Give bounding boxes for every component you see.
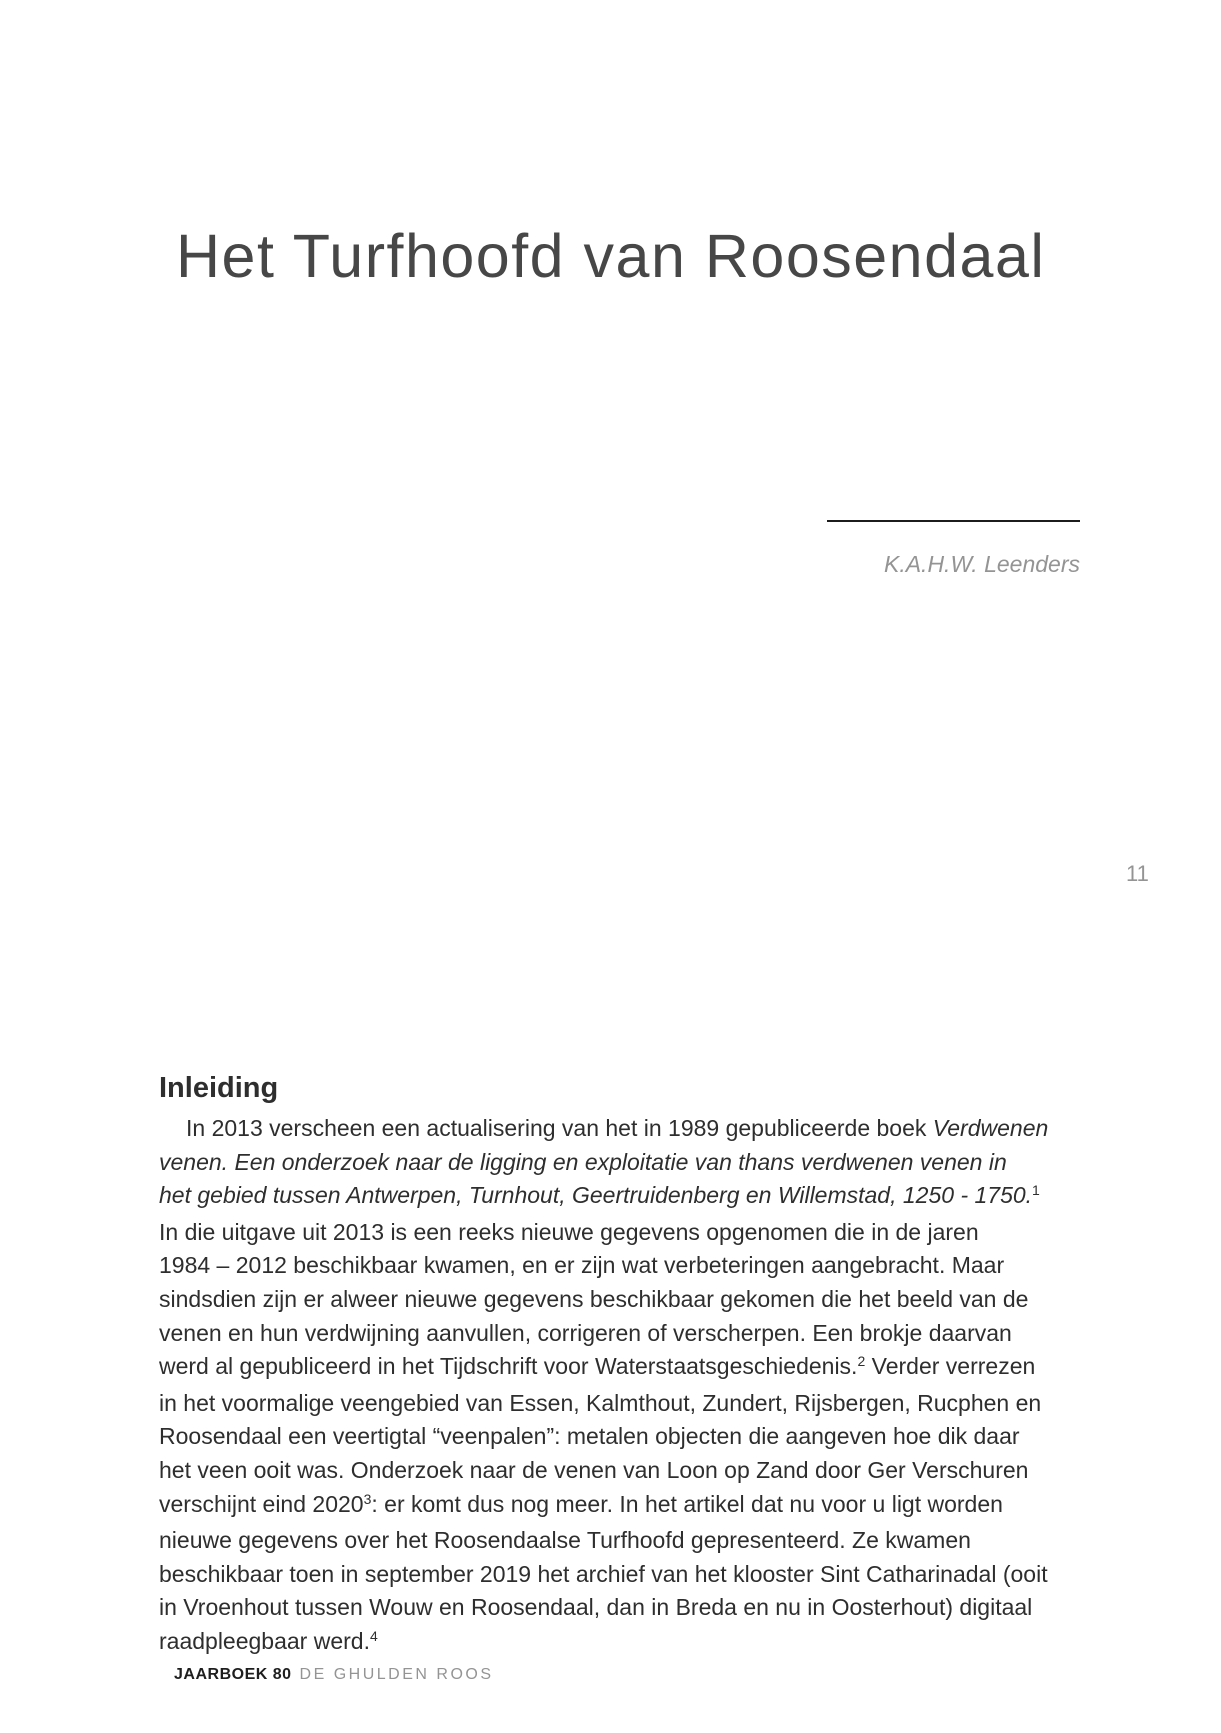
text-run: Verdwenen — [932, 1115, 1049, 1141]
text-run: in Vroenhout tussen Wouw en Roosendaal, dan in Breda en nu in Oosterhout) digitaal — [159, 1594, 1033, 1621]
text-run: nieuwe gegevens over het Roosendaalse Turfhoofd gepresenteerd. Ze kwamen — [159, 1527, 971, 1554]
text-run: Verder verrezen — [865, 1353, 1036, 1380]
paragraph-line — [159, 1216, 1099, 1250]
footnote-marker: 4 — [369, 1627, 378, 1644]
text-run: Roosendaal een veertigtal “veenpalen”: metalen objecten die aangeven hoe dik daar — [159, 1423, 1020, 1450]
text-run: sindsdien zijn er alweer nieuwe gegevens beschikbaar gekomen die het beeld van de — [159, 1285, 1029, 1312]
paragraph-line — [159, 1249, 1099, 1283]
paragraph-line — [159, 1146, 1099, 1180]
paragraph-line — [159, 1488, 1099, 1525]
footer — [174, 1666, 494, 1684]
footnote-marker: 2 — [857, 1353, 866, 1370]
paragraph-line — [159, 1387, 1099, 1421]
paragraph-line — [159, 1591, 1099, 1625]
text-run: : er komt dus nog meer. In het artikel dat nu voor u ligt worden — [371, 1490, 1003, 1517]
paragraph-line — [159, 1420, 1099, 1454]
paragraph-line — [159, 1558, 1099, 1592]
footer-journal-label: JAARBOEK 80 — [174, 1666, 292, 1683]
text-run: 1984 – 2012 beschikbaar kwamen, en er zijn wat verbeteringen aangebracht. Maar — [159, 1252, 1005, 1279]
text-run: raadpleegbaar werd. — [159, 1627, 370, 1654]
page-number: 11 — [1126, 861, 1149, 886]
paragraph-line — [159, 1179, 1099, 1216]
footnote-marker: 1 — [1032, 1182, 1040, 1199]
paragraph-line — [159, 1524, 1099, 1558]
text-run: venen. Een onderzoek naar de ligging en exploitatie van thans verdwenen venen in — [159, 1148, 1007, 1175]
body-paragraph — [159, 1112, 1099, 1662]
text-run: beschikbaar toen in september 2019 het archief van het klooster Sint Catharinadal (ooit — [159, 1560, 1048, 1587]
section-heading: Inleiding — [159, 1072, 279, 1105]
text-run: het gebied tussen Antwerpen, Turnhout, Geertruidenberg en Willemstad, 1250 - 1750. — [159, 1182, 1033, 1209]
author-byline: K.A.H.W. Leenders — [883, 551, 1080, 577]
text-run: In 2013 verscheen een actualisering van het in 1989 gepubliceerde boek — [186, 1115, 933, 1141]
author-divider-rule — [827, 520, 1080, 522]
footer-series-label: DE GHULDEN ROOS — [299, 1666, 494, 1683]
paragraph-line — [159, 1625, 1099, 1662]
paragraph-line — [159, 1350, 1099, 1387]
paragraph-line — [159, 1283, 1099, 1317]
text-run: in het voormalige veengebied van Essen, Kalmthout, Zundert, Rijsbergen, Rucphen en — [159, 1389, 1042, 1416]
text-run: verschijnt eind 2020 — [159, 1490, 364, 1517]
text-run: het veen ooit was. Onderzoek naar de venen van Loon op Zand door Ger Verschuren — [159, 1456, 1029, 1483]
footnote-marker: 3 — [363, 1490, 372, 1507]
paragraph-line — [159, 1112, 1099, 1146]
text-run: In die uitgave uit 2013 is een reeks nieuwe gegevens opgenomen die in de jaren — [159, 1218, 979, 1245]
text-run: venen en hun verdwijning aanvullen, corrigeren of verscherpen. Een brokje daarvan — [159, 1319, 1012, 1346]
paragraph-line — [159, 1317, 1099, 1351]
page-title: Het Turfhoofd van Roosendaal — [176, 221, 1046, 290]
paragraph-line — [159, 1454, 1099, 1488]
text-run: werd al gepubliceerd in het Tijdschrift voor Waterstaatsgeschiedenis. — [159, 1353, 858, 1380]
